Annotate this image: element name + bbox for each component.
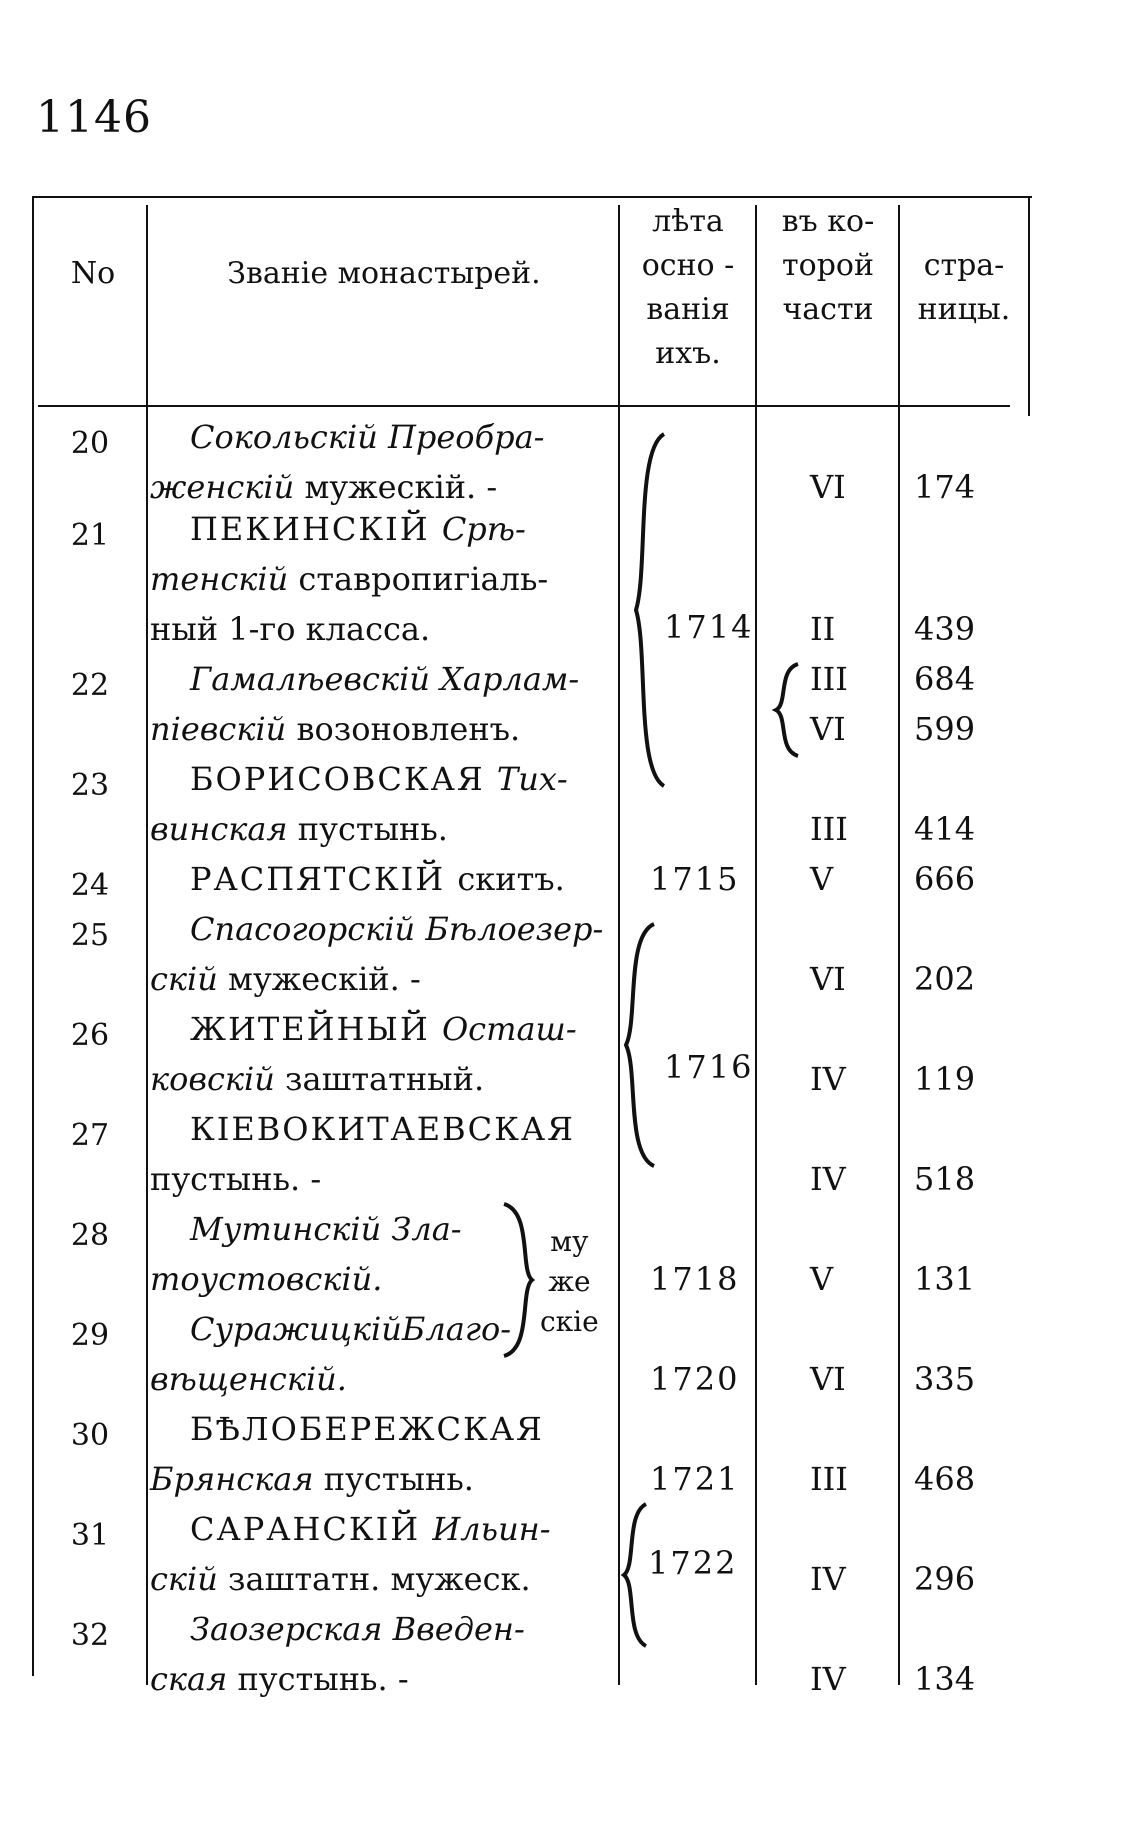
volume-part: III — [810, 1460, 848, 1498]
name-segment: ковскій — [150, 1060, 286, 1098]
col-line-part — [898, 205, 900, 1685]
col-line-no — [146, 205, 148, 1685]
side-note-line: скіе — [540, 1305, 599, 1338]
name-segment: пустынь. - — [237, 1660, 409, 1698]
col-line-right — [1028, 196, 1030, 416]
monastery-name-line — [190, 910, 603, 948]
monastery-name-line — [150, 1460, 474, 1498]
page-ref: 131 — [914, 1260, 976, 1298]
monastery-name-line — [150, 1260, 382, 1298]
name-segment: СуражицкійБлаго- — [190, 1310, 512, 1348]
monastery-name-line — [150, 1660, 409, 1698]
col-line-left — [32, 196, 34, 1676]
name-segment: ПЕКИНСКІЙ — [190, 510, 442, 548]
name-segment: скитъ. — [457, 860, 565, 898]
name-segment: ный 1-го класса. — [150, 610, 431, 648]
monastery-name-line — [150, 810, 448, 848]
group-year-1714: 1714 — [664, 608, 754, 646]
volume-part: III — [810, 810, 848, 848]
monastery-name-line — [150, 560, 548, 598]
row-number: 23 — [70, 768, 110, 803]
brace-1714 — [628, 430, 668, 790]
monastery-name-line — [190, 1010, 577, 1048]
founding-year: 1718 — [650, 1260, 740, 1298]
row-number: 31 — [70, 1518, 110, 1553]
row-number: 21 — [70, 518, 110, 553]
name-segment: пустынь. - — [150, 1160, 322, 1198]
name-segment: Заозерская Введен- — [190, 1610, 525, 1648]
volume-part: IV — [810, 1660, 846, 1698]
founding-year: 1715 — [650, 860, 740, 898]
name-segment: ская — [150, 1660, 238, 1698]
monastery-name-line — [150, 1060, 484, 1098]
page-ref: 335 — [914, 1360, 976, 1398]
page-ref: 599 — [914, 710, 976, 748]
volume-part: IV — [810, 1560, 846, 1598]
name-segment: вѣщенскій. — [150, 1360, 347, 1398]
name-segment: Осташ- — [441, 1010, 577, 1048]
name-segment: скій — [150, 1560, 229, 1598]
side-note — [540, 1222, 599, 1342]
header-year-line: лѣта — [652, 204, 724, 239]
monastery-name-line — [190, 1210, 462, 1248]
name-segment: РАСПЯТСКІЙ — [190, 860, 458, 898]
monastery-name-line — [190, 1410, 544, 1448]
monastery-name-line — [150, 1160, 321, 1198]
monastery-name-line — [190, 1510, 551, 1548]
name-segment: Тих- — [496, 760, 568, 798]
monastery-name-line — [190, 1110, 575, 1148]
name-segment: ставропигіаль- — [298, 560, 549, 598]
name-segment: КІЕВОКИТАЕВСКАЯ — [190, 1110, 575, 1148]
header-year-line: ванія — [646, 292, 730, 327]
row-number: 25 — [70, 918, 110, 953]
monastery-name-line — [150, 610, 430, 648]
name-segment: тоустовскій. — [150, 1260, 383, 1298]
header-part-line: торой — [782, 248, 874, 283]
name-segment: мужескій. - — [228, 960, 421, 998]
monastery-name-line — [150, 468, 497, 506]
volume-part: II — [810, 610, 836, 648]
page-ref: 296 — [914, 1560, 976, 1598]
group-year-1716: 1716 — [664, 1048, 754, 1086]
name-segment: пустынь. — [297, 810, 448, 848]
header-part-line: части — [782, 292, 874, 327]
page-ref: 202 — [914, 960, 976, 998]
volume-part: IV — [810, 1160, 846, 1198]
name-segment: ЖИТЕЙНЫЙ — [190, 1010, 442, 1048]
page-ref: 414 — [914, 810, 976, 848]
volume-part: III — [810, 660, 848, 698]
name-segment: возоновленъ. — [296, 710, 521, 748]
monastery-name-line — [150, 960, 421, 998]
monastery-name-line — [150, 1560, 531, 1598]
row-number: 32 — [70, 1618, 110, 1653]
name-segment: Гамалѣевскій Харлам- — [190, 660, 580, 698]
side-note-line: же — [548, 1265, 591, 1298]
monastery-name-line — [150, 710, 520, 748]
name-segment: Мутинскій Зла- — [190, 1210, 462, 1248]
brace-22 — [772, 660, 802, 760]
header-no: No — [70, 256, 116, 291]
header-year-line: ихъ. — [655, 336, 721, 371]
name-segment: Ильин- — [432, 1510, 551, 1548]
header-year-line: осно - — [641, 248, 735, 283]
name-segment: скій — [150, 960, 229, 998]
side-note-line: му — [550, 1225, 589, 1258]
name-segment: Брянская — [150, 1460, 324, 1498]
brace-28-29 — [500, 1200, 540, 1360]
monastery-name-line — [190, 1610, 525, 1648]
header-page-line: стра- — [923, 248, 1005, 283]
name-segment: Сокольскій Преобра- — [190, 418, 545, 456]
page-ref: 119 — [914, 1060, 976, 1098]
header-part — [760, 200, 896, 332]
row-number: 28 — [70, 1218, 110, 1253]
header-year — [622, 200, 754, 376]
page-ref: 174 — [914, 468, 976, 506]
name-segment: мужескій. - — [304, 468, 498, 506]
page-ref: 134 — [914, 1660, 976, 1698]
name-segment: женскій — [150, 468, 305, 506]
founding-year: 1721 — [650, 1460, 740, 1498]
name-segment: піевскій — [150, 710, 297, 748]
volume-part: VI — [810, 710, 846, 748]
header-part-line: въ ко- — [781, 204, 875, 239]
table-header-divider — [38, 405, 1010, 407]
name-segment: тенскій — [150, 560, 299, 598]
col-line-year — [755, 205, 757, 1685]
volume-part: VI — [810, 468, 846, 506]
name-segment: заштатн. мужеск. — [228, 1560, 531, 1598]
page-number: 1146 — [36, 92, 152, 143]
founding-year: 1720 — [650, 1360, 740, 1398]
name-segment: пустынь. — [323, 1460, 474, 1498]
name-segment: БОРИСОВСКАЯ — [190, 760, 497, 798]
brace-1722 — [620, 1500, 650, 1650]
row-number: 24 — [70, 868, 110, 903]
monastery-name-line — [190, 1310, 511, 1348]
row-number: 29 — [70, 1318, 110, 1353]
monastery-name-line — [190, 418, 544, 456]
monastery-name-line — [190, 760, 568, 798]
volume-part: VI — [810, 960, 846, 998]
volume-part: V — [810, 860, 834, 898]
monastery-name-line — [150, 1360, 347, 1398]
name-segment: САРАНСКІЙ — [190, 1510, 433, 1548]
table-frame-top — [32, 196, 1032, 198]
page-ref: 666 — [914, 860, 976, 898]
row-number: 26 — [70, 1018, 110, 1053]
name-segment: заштатный. — [285, 1060, 485, 1098]
page-ref: 684 — [914, 660, 976, 698]
name-segment: БѢЛОБЕРЕЖСКАЯ — [190, 1410, 544, 1448]
brace-1716 — [618, 920, 658, 1170]
row-number: 20 — [70, 426, 110, 461]
row-number: 22 — [70, 668, 110, 703]
page-ref: 518 — [914, 1160, 976, 1198]
volume-part: V — [810, 1260, 834, 1298]
header-name: Званіе монастырей. — [227, 256, 541, 291]
monastery-name-line — [190, 660, 579, 698]
name-segment: Спасогорскій Бѣлоезер- — [190, 910, 604, 948]
monastery-name-line — [190, 860, 565, 898]
monastery-name-line — [190, 510, 526, 548]
page-ref: 439 — [914, 610, 976, 648]
page-ref: 468 — [914, 1460, 976, 1498]
header-page — [902, 244, 1026, 332]
row-number: 27 — [70, 1118, 110, 1153]
header-page-line: ницы. — [917, 292, 1011, 327]
row-number: 30 — [70, 1418, 110, 1453]
volume-part: IV — [810, 1060, 846, 1098]
name-segment: Срѣ- — [441, 510, 526, 548]
group-year-1722: 1722 — [648, 1544, 738, 1582]
name-segment: винская — [150, 810, 298, 848]
volume-part: VI — [810, 1360, 846, 1398]
